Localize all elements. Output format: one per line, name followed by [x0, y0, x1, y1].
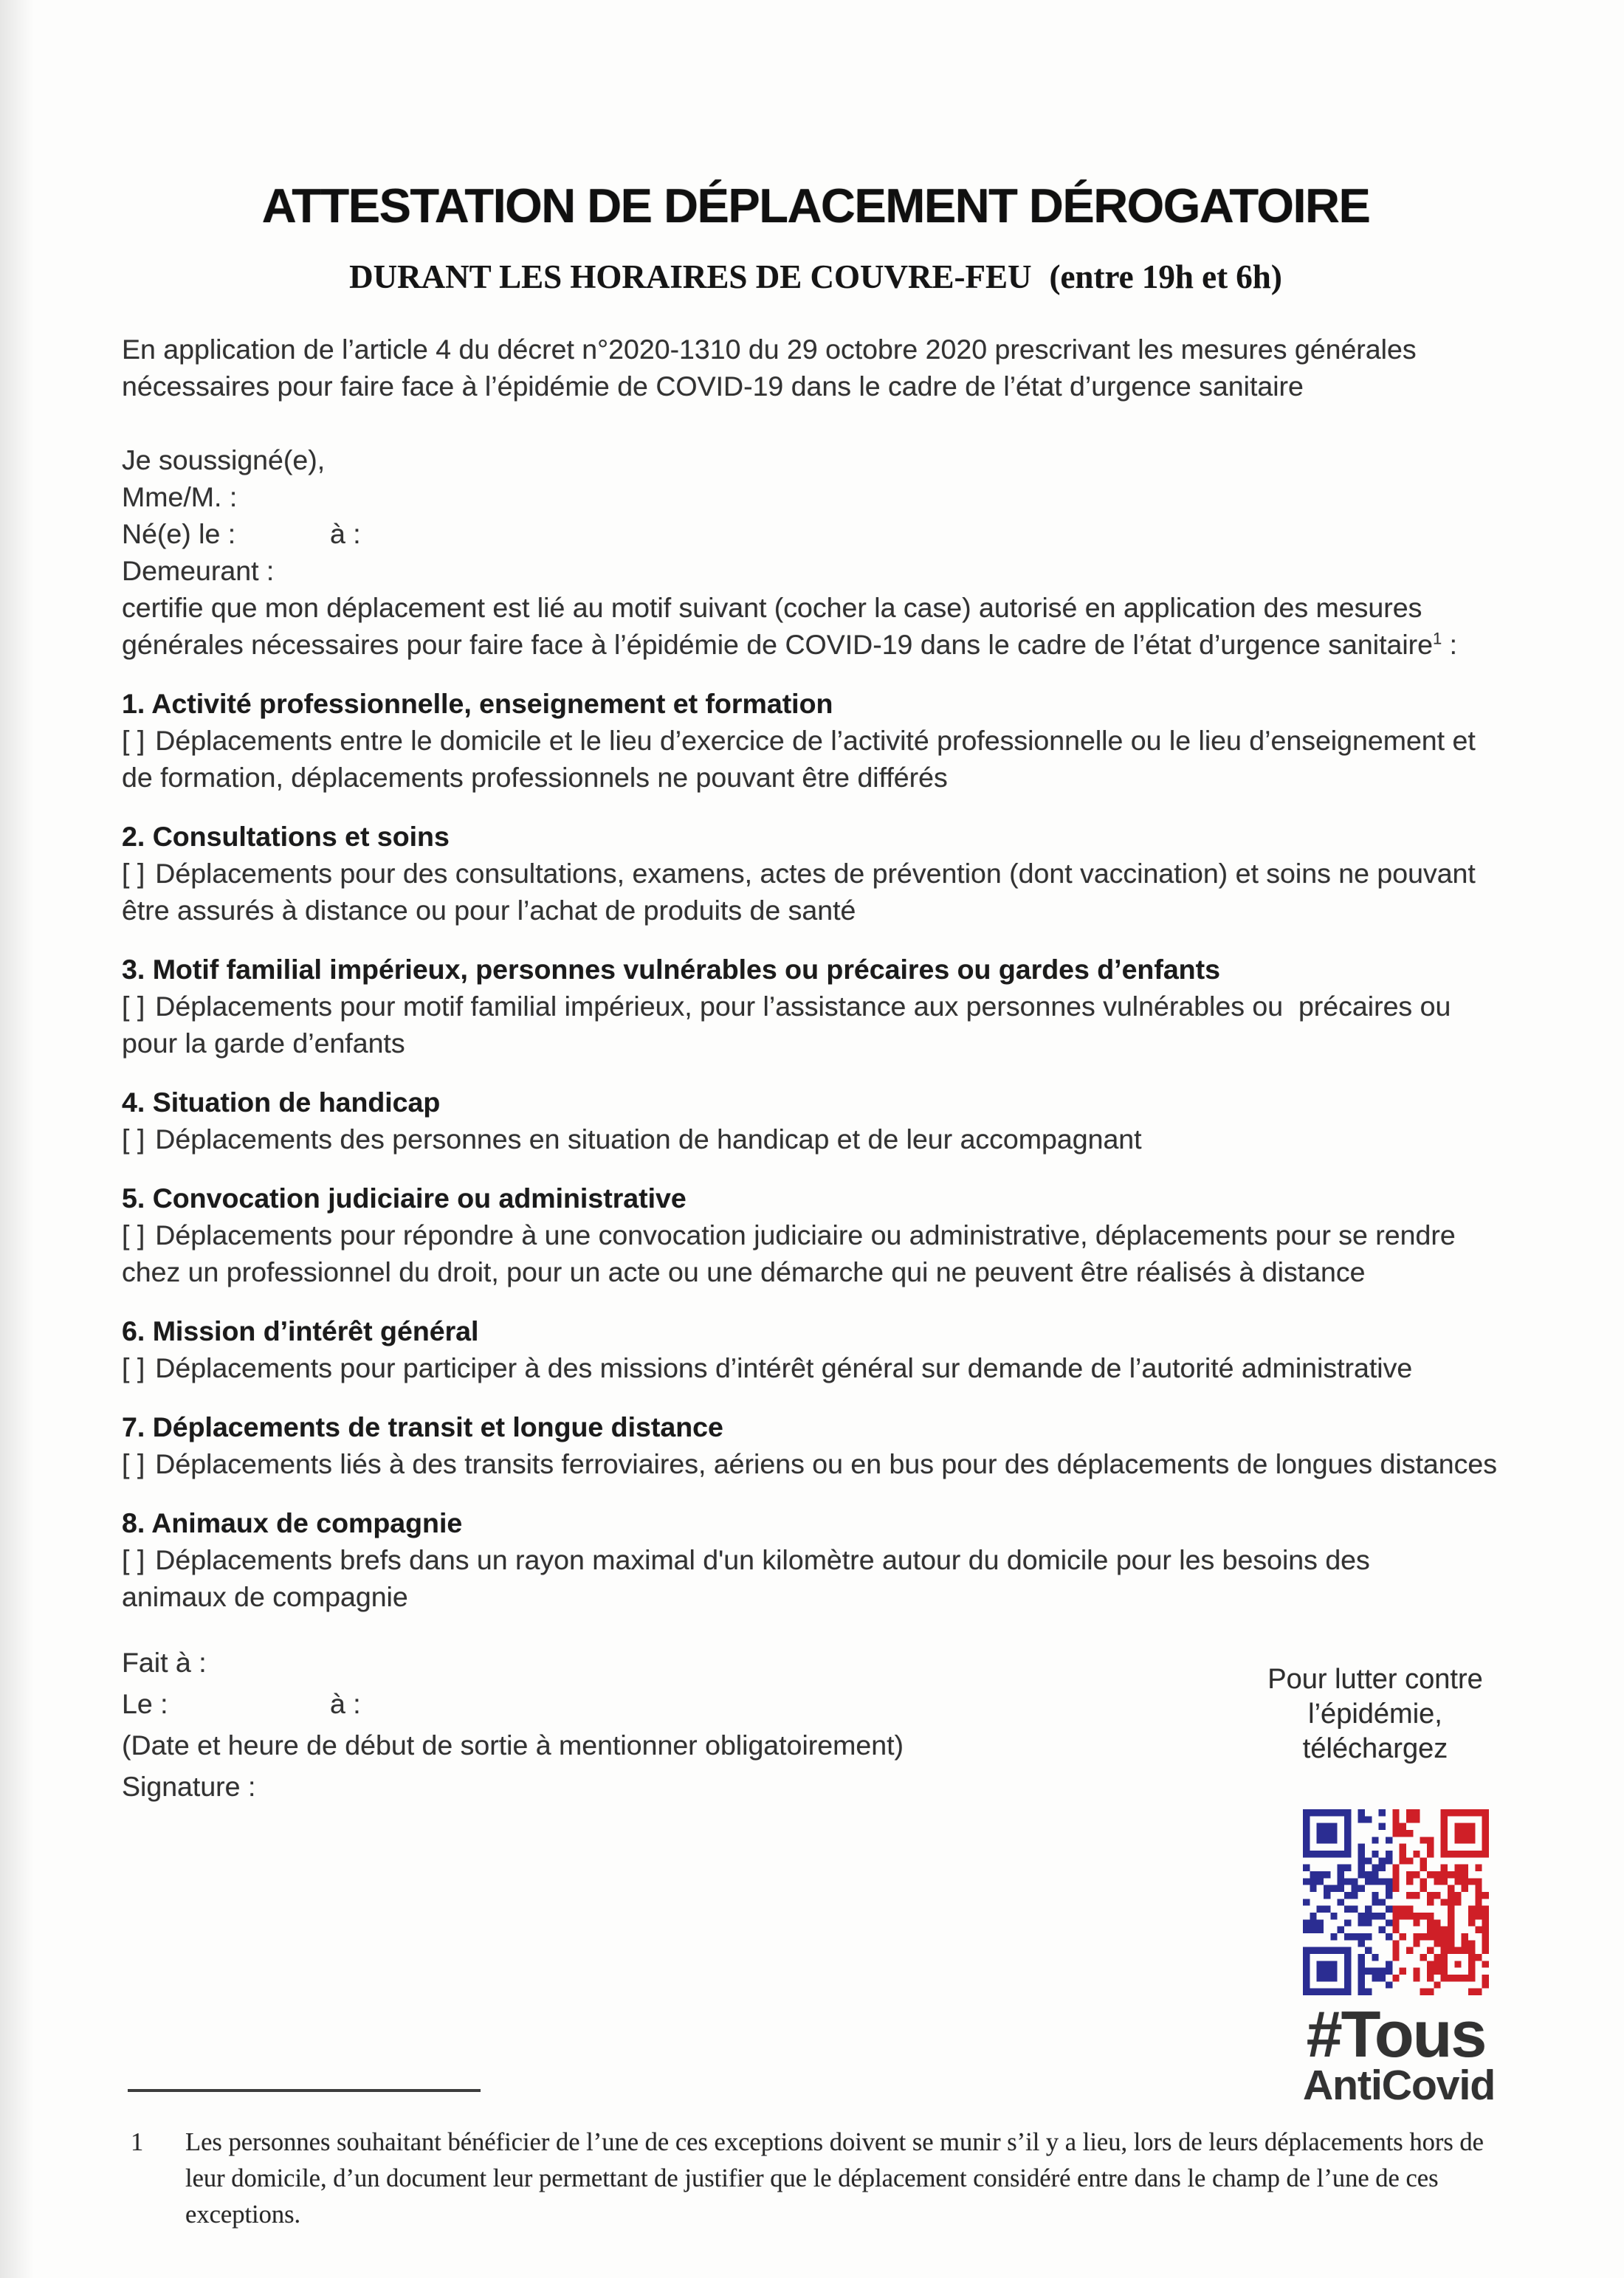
motif-section-1 — [122, 685, 1510, 796]
motif-section-8 — [122, 1504, 1510, 1615]
field-birthdate-label: Né(e) le : — [122, 518, 236, 549]
page-subtitle — [122, 257, 1510, 297]
motif-section-4 — [122, 1084, 1510, 1157]
subtitle-main: DURANT LES HORAIRES DE COUVRE-FEU — [349, 258, 1032, 295]
footnote-reference: 1 — [1433, 629, 1442, 648]
certify-paragraph: certifie que mon déplacement est lié au motif suivant (cocher la case) autorisé en application des mesures générales nécessaires pour faire face à l’épidémie de COVID-19 dans le cadre de l’état d’urgence sanitaire$^1$ : — [122, 592, 1458, 660]
motif-heading: 2. Consultations et soins — [122, 821, 450, 852]
subtitle-hours: (entre 19h et 6h) — [1049, 258, 1282, 295]
motif-text-line — [122, 1445, 1510, 1482]
tousanticovid-qr-code — [1303, 1809, 1489, 1995]
app-name-tous: #Tous — [1306, 1997, 1486, 2071]
motif-text-line — [122, 1121, 1510, 1157]
motif-section-6 — [122, 1312, 1510, 1386]
field-place-label: Fait à : — [122, 1647, 207, 1678]
promo-text-line2: téléchargez — [1302, 1733, 1448, 1764]
motif-heading: 6. Mission d’intérêt général — [122, 1315, 479, 1346]
date-requirement-note: (Date et heure de début de sortie à mentionner obligatoirement) — [122, 1730, 904, 1761]
app-name-anticovid: AntiCovid — [1303, 2062, 1496, 2109]
motif-section-5 — [122, 1180, 1510, 1290]
motif-text-line — [122, 988, 1510, 1061]
field-name-label: Mme/M. : — [122, 481, 238, 512]
motif-description: Déplacements pour motif familial impérieux, pour l’assistance aux personnes vulnérables ou précaires ou pour la garde d’enfants — [122, 991, 1451, 1059]
motif-section-3 — [122, 951, 1510, 1061]
motif-text-line — [122, 1349, 1510, 1386]
checkbox-motif-2[interactable]: [ ] — [122, 858, 145, 889]
motif-description: Déplacements des personnes en situation de handicap et de leur accompagnant — [155, 1123, 1142, 1155]
checkbox-motif-5[interactable]: [ ] — [122, 1219, 145, 1250]
tousanticovid-promo — [1202, 1662, 1549, 2109]
motif-description: Déplacements pour des consultations, examens, actes de prévention (dont vaccination) et soins ne pouvant être assurés à distance ou pour l’achat de produits de santé — [122, 858, 1476, 926]
motif-heading: 3. Motif familial impérieux, personnes vulnérables ou précaires ou gardes d’enfants — [122, 954, 1220, 985]
checkbox-motif-8[interactable]: [ ] — [122, 1544, 145, 1575]
checkbox-motif-4[interactable]: [ ] — [122, 1123, 145, 1155]
motif-text-line — [122, 1217, 1510, 1290]
identity-block — [122, 441, 1510, 663]
footnote-separator — [128, 2089, 481, 2092]
footnote-number: 1 — [131, 2128, 144, 2156]
motif-section-7 — [122, 1408, 1510, 1482]
checkbox-motif-6[interactable]: [ ] — [122, 1352, 145, 1383]
checkbox-motif-3[interactable]: [ ] — [122, 991, 145, 1022]
checkbox-motif-1[interactable]: [ ] — [122, 725, 145, 756]
footnote-block — [122, 2089, 1517, 2233]
motif-section-2 — [122, 818, 1510, 929]
motif-heading: 4. Situation de handicap — [122, 1087, 441, 1118]
motif-description: Déplacements entre le domicile et le lieu d’exercice de l’activité professionnelle ou le lieu d’enseignement et de formation, déplacements professionnels ne pouvant être différés — [122, 725, 1476, 793]
field-birthplace-label: à : — [330, 518, 361, 549]
field-signature-label: Signature : — [122, 1771, 256, 1802]
checkbox-motif-7[interactable]: [ ] — [122, 1448, 145, 1479]
motif-description: Déplacements pour participer à des missions d’intérêt général sur demande de l’autorité administrative — [155, 1352, 1413, 1383]
motif-text-line — [122, 722, 1510, 796]
motif-description: Déplacements brefs dans un rayon maximal d'un kilomètre autour du domicile pour les besoins des animaux de compagnie — [122, 1544, 1370, 1612]
promo-text-line1: Pour lutter contre l’épidémie, — [1267, 1664, 1483, 1730]
motif-heading: 7. Déplacements de transit et longue distance — [122, 1411, 723, 1442]
motif-description: Déplacements pour répondre à une convocation judiciaire ou administrative, déplacements pour se rendre chez un professionnel du droit, pour un acte ou une démarche qui ne peuvent être réalisés à distance — [122, 1219, 1456, 1287]
footnote-text: Les personnes souhaitant bénéficier de l’une de ces exceptions doivent se munir s’il y a lieu, lors de leurs déplacements hors de leur domicile, d’un document leur permettant de justifier que le déplacement considéré entre dans le champ de l’une de ces exceptions. — [185, 2128, 1484, 2229]
field-time-label: à : — [330, 1688, 361, 1719]
footnote-row — [122, 2124, 1517, 2233]
motif-heading: 5. Convocation judiciaire ou administrative — [122, 1183, 687, 1214]
motif-description: Déplacements liés à des transits ferroviaires, aériens ou en bus pour des déplacements de longues distances — [155, 1448, 1497, 1479]
page-title: ATTESTATION DE DÉPLACEMENT DÉROGATOIRE — [261, 179, 1370, 233]
motif-heading: 1. Activité professionnelle, enseignement et formation — [122, 688, 833, 719]
motif-text-line — [122, 855, 1510, 929]
field-date-label: Le : — [122, 1688, 168, 1719]
motif-text-line — [122, 1541, 1421, 1615]
line-je-soussigne: Je soussigné(e), — [122, 444, 326, 475]
intro-paragraph: En application de l’article 4 du décret n°2020-1310 du 29 octobre 2020 prescrivant les mesures générales nécessaires pour faire face à l’épidémie de COVID-19 dans le cadre de l’état d’urgence sanitaire — [122, 334, 1417, 402]
motif-heading: 8. Animaux de compagnie — [122, 1507, 463, 1538]
qr-code-frame — [1303, 1809, 1489, 1995]
field-birth-line — [122, 515, 1510, 552]
field-address-label: Demeurant : — [122, 555, 275, 586]
